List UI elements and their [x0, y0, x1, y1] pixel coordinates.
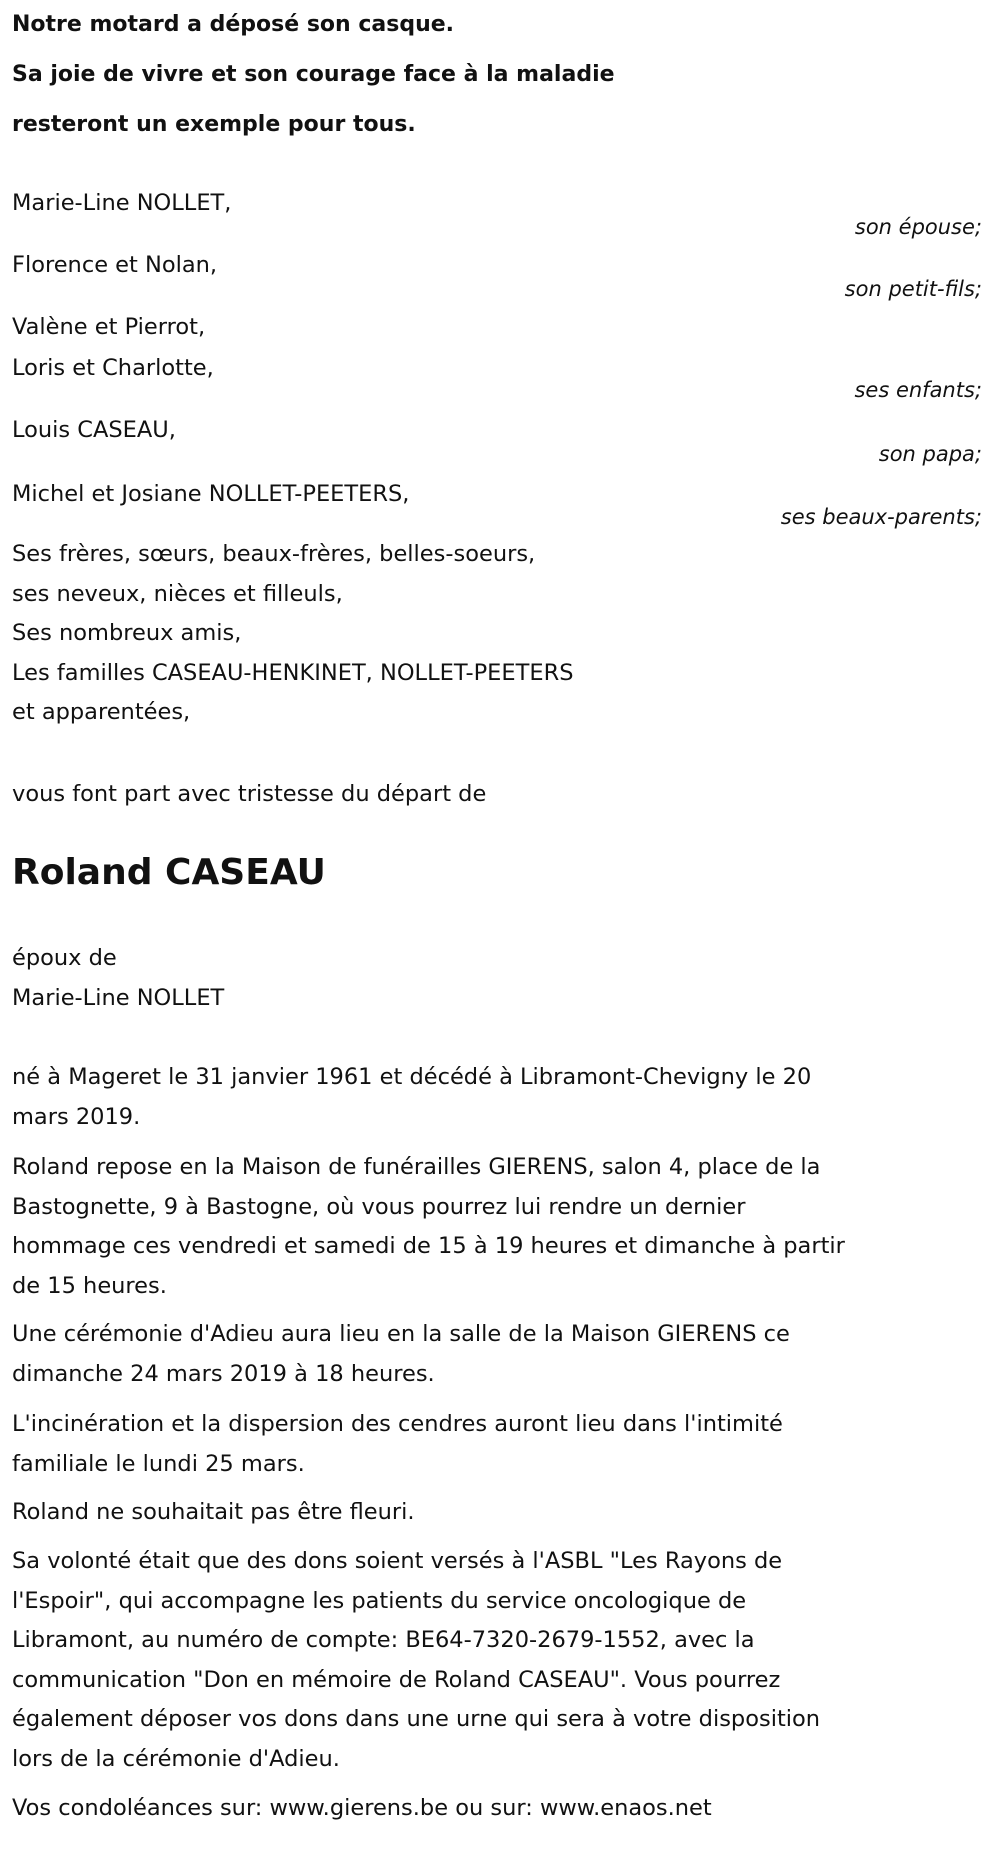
family-relation: ses enfants;	[854, 378, 982, 402]
text-line: né à Mageret le 31 janvier 1961 et décédé à Libramont-Chevigny le 20	[12, 1064, 812, 1090]
text-line: également déposer vos dons dans une urne qui sera à votre disposition	[12, 1706, 821, 1732]
text-line: l'Espoir", qui accompagne les patients du service oncologique de	[12, 1587, 747, 1614]
announcement: vous font part avec tristesse du départ de	[12, 781, 487, 807]
text-line: familiale le lundi 25 mars.	[12, 1450, 305, 1477]
family-name: Valène et Pierrot,	[12, 314, 206, 340]
text-line: de 15 heures.	[12, 1272, 167, 1299]
paragraph-condolences	[12, 1789, 712, 1829]
intro-text	[12, 0, 615, 150]
text-line: Roland repose en la Maison de funérailles GIERENS, salon 4, place de la	[12, 1154, 821, 1180]
family-name: Marie-Line NOLLET,	[12, 190, 232, 216]
text-line: dimanche 24 mars 2019 à 18 heures.	[12, 1360, 435, 1387]
spouse-info	[12, 939, 224, 1018]
paragraph-donations	[12, 1542, 820, 1779]
relatives-line: ses neveux, nièces et filleuls,	[12, 580, 343, 607]
intro-line: Sa joie de vivre et son courage face à la maladie	[12, 62, 615, 87]
family-relation: son épouse;	[854, 215, 982, 239]
text-line: hommage ces vendredi et samedi de 15 à 19 heures et dimanche à partir	[12, 1233, 845, 1259]
spouse-line: Marie-Line NOLLET	[12, 984, 225, 1011]
family-relation: son petit-fils;	[844, 277, 982, 301]
text-line: Vos condoléances sur: www.gierens.be ou sur: www.enaos.net	[12, 1795, 712, 1821]
family-relation: son papa;	[878, 442, 982, 466]
text-line: Roland ne souhaitait pas être fleuri.	[12, 1499, 415, 1525]
deceased-name: Roland CASEAU	[12, 852, 326, 893]
text-line: Une cérémonie d'Adieu aura lieu en la salle de la Maison GIERENS ce	[12, 1321, 790, 1347]
relatives-line: Ses frères, sœurs, beaux-frères, belles-soeurs,	[12, 541, 536, 567]
text-line: communication "Don en mémoire de Roland CASEAU". Vous pourrez	[12, 1666, 781, 1693]
text-line: Libramont, au numéro de compte: BE64-7320-2679-1552, avec la	[12, 1627, 755, 1653]
text-line: Bastognette, 9 à Bastogne, où vous pourrez lui rendre un dernier	[12, 1193, 746, 1220]
family-name: Florence et Nolan,	[12, 252, 218, 278]
paragraph-incineration	[12, 1405, 783, 1484]
relatives-line: Les familles CASEAU-HENKINET, NOLLET-PEETERS	[12, 659, 574, 686]
family-name: Michel et Josiane NOLLET-PEETERS,	[12, 481, 410, 507]
text-line: Sa volonté était que des dons soient versés à l'ASBL "Les Rayons de	[12, 1548, 783, 1574]
relatives-line: Ses nombreux amis,	[12, 620, 242, 646]
family-relation: ses beaux-parents;	[780, 505, 982, 529]
family-name: Louis CASEAU,	[12, 417, 176, 443]
paragraph-flowers	[12, 1493, 415, 1533]
paragraph-ceremony	[12, 1315, 790, 1394]
paragraph-birth-death	[12, 1058, 811, 1137]
text-line: lors de la cérémonie d'Adieu.	[12, 1745, 340, 1772]
family-names	[12, 307, 214, 389]
paragraph-visitation	[12, 1148, 845, 1306]
text-line: mars 2019.	[12, 1103, 141, 1130]
other-relatives	[12, 535, 574, 733]
intro-line: Notre motard a déposé son casque.	[12, 12, 455, 37]
family-name: Loris et Charlotte,	[12, 355, 214, 381]
text-line: L'incinération et la dispersion des cendres auront lieu dans l'intimité	[12, 1411, 783, 1437]
relatives-line: et apparentées,	[12, 699, 191, 725]
spouse-line: époux de	[12, 945, 117, 971]
intro-line: resteront un exemple pour tous.	[12, 112, 416, 137]
